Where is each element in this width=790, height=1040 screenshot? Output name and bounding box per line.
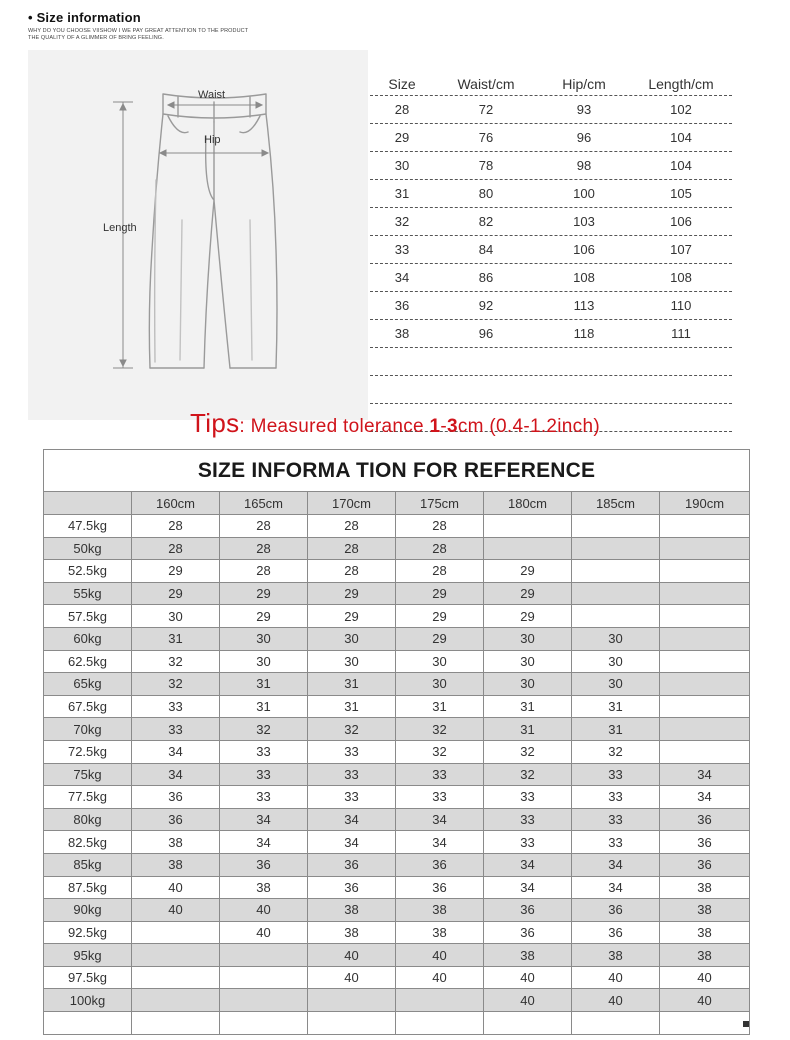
weight-cell: 87.5kg xyxy=(44,876,132,899)
size-cell: 31 xyxy=(132,627,220,650)
weight-cell: 82.5kg xyxy=(44,831,132,854)
weight-cell: 65kg xyxy=(44,673,132,696)
reference-row xyxy=(44,944,750,967)
size-cell: 30 xyxy=(132,605,220,628)
size-cell: 31 xyxy=(220,673,308,696)
size-cell xyxy=(220,966,308,989)
size-cell: 38 xyxy=(484,944,572,967)
size-cell: 34 xyxy=(396,808,484,831)
size-cell: 38 xyxy=(660,876,750,899)
size-cell: 40 xyxy=(660,966,750,989)
size-row xyxy=(370,180,732,208)
size-cell: 31 xyxy=(572,695,660,718)
size-cell: 29 xyxy=(132,582,220,605)
size-row xyxy=(370,320,732,348)
section-title: • Size information xyxy=(28,10,141,25)
size-cell: 34 xyxy=(308,831,396,854)
size-cell: 28 xyxy=(220,560,308,583)
corner-cell xyxy=(44,492,132,515)
size-cell: 34 xyxy=(396,831,484,854)
header-hip: Hip/cm xyxy=(562,76,606,92)
size-cell: 36 xyxy=(660,853,750,876)
size-cell xyxy=(132,944,220,967)
size-cell: 34 xyxy=(308,808,396,831)
size-row-empty xyxy=(370,348,732,376)
size-cell: 34 xyxy=(132,740,220,763)
size-cell-hip: 100 xyxy=(573,186,595,201)
size-cell: 28 xyxy=(396,537,484,560)
size-cell: 38 xyxy=(660,944,750,967)
size-cell xyxy=(660,1012,750,1035)
size-cell xyxy=(572,1012,660,1035)
size-cell: 40 xyxy=(660,989,750,1012)
section-subtitle-line1: WHY DO YOU CHOOSE VIISHOW I WE PAY GREAT ATTENTION TO THE PRODUCT xyxy=(28,28,249,34)
height-header: 165cm xyxy=(220,492,308,515)
size-cell: 34 xyxy=(572,853,660,876)
size-row xyxy=(370,96,732,124)
size-cell-hip: 108 xyxy=(573,270,595,285)
size-cell: 36 xyxy=(132,808,220,831)
weight-cell: 97.5kg xyxy=(44,966,132,989)
weight-cell: 60kg xyxy=(44,627,132,650)
reference-header-row xyxy=(44,492,750,515)
size-cell: 29 xyxy=(396,605,484,628)
reference-row xyxy=(44,740,750,763)
size-cell: 40 xyxy=(308,966,396,989)
size-cell: 33 xyxy=(484,786,572,809)
size-cell xyxy=(660,627,750,650)
size-cell-waist: 72 xyxy=(478,102,494,117)
size-cell: 33 xyxy=(220,740,308,763)
size-cell: 40 xyxy=(308,944,396,967)
size-cell-hip: 106 xyxy=(573,242,595,257)
size-cell: 40 xyxy=(396,966,484,989)
reference-row xyxy=(44,627,750,650)
size-cell: 33 xyxy=(572,786,660,809)
waist-label: Waist xyxy=(198,89,226,101)
size-cell: 33 xyxy=(132,718,220,741)
size-cell: 33 xyxy=(132,695,220,718)
size-cell-hip: 118 xyxy=(573,326,595,341)
weight-cell: 52.5kg xyxy=(44,560,132,583)
height-header: 175cm xyxy=(396,492,484,515)
size-cell: 32 xyxy=(396,718,484,741)
reference-row xyxy=(44,876,750,899)
tips-dash: - xyxy=(440,416,447,437)
size-cell: 36 xyxy=(308,876,396,899)
size-cell xyxy=(484,537,572,560)
size-cell xyxy=(308,1012,396,1035)
size-cell: 30 xyxy=(572,627,660,650)
weight-cell xyxy=(44,1012,132,1035)
size-cell: 30 xyxy=(572,673,660,696)
reference-row xyxy=(44,763,750,786)
size-row-empty xyxy=(370,376,732,404)
weight-cell: 62.5kg xyxy=(44,650,132,673)
size-cell: 30 xyxy=(484,650,572,673)
size-cell-waist: 96 xyxy=(478,326,494,341)
size-cell: 29 xyxy=(132,560,220,583)
size-cell: 34 xyxy=(572,876,660,899)
size-cell: 28 xyxy=(132,515,220,538)
size-cell xyxy=(660,515,750,538)
pants-diagram xyxy=(28,50,358,420)
size-cell-waist: 92 xyxy=(478,298,494,313)
size-cell-size: 33 xyxy=(394,242,410,257)
size-cell-waist: 78 xyxy=(478,158,494,173)
size-cell: 38 xyxy=(308,921,396,944)
size-cell xyxy=(660,582,750,605)
size-cell: 30 xyxy=(220,627,308,650)
size-cell-waist: 84 xyxy=(478,242,494,257)
size-cell-size: 32 xyxy=(394,214,410,229)
size-cell xyxy=(484,515,572,538)
size-cell: 31 xyxy=(308,673,396,696)
size-cell: 32 xyxy=(132,673,220,696)
height-header: 185cm xyxy=(572,492,660,515)
size-cell-waist: 86 xyxy=(478,270,494,285)
size-cell xyxy=(660,718,750,741)
size-cell: 33 xyxy=(396,786,484,809)
header-length: Length/cm xyxy=(648,76,714,92)
size-cell: 36 xyxy=(660,831,750,854)
size-cell: 30 xyxy=(396,650,484,673)
size-row xyxy=(370,292,732,320)
size-cell xyxy=(308,989,396,1012)
size-cell: 34 xyxy=(132,763,220,786)
size-cell-length: 104 xyxy=(670,130,692,145)
size-cell: 29 xyxy=(484,560,572,583)
size-row xyxy=(370,124,732,152)
size-cell-size: 30 xyxy=(394,158,410,173)
size-cell xyxy=(660,740,750,763)
size-cell xyxy=(660,650,750,673)
size-cell: 28 xyxy=(308,515,396,538)
size-cell: 29 xyxy=(220,582,308,605)
size-cell: 38 xyxy=(660,899,750,922)
size-cell: 32 xyxy=(572,740,660,763)
weight-cell: 55kg xyxy=(44,582,132,605)
size-cell xyxy=(572,582,660,605)
size-cell-size: 28 xyxy=(394,102,410,117)
size-cell: 34 xyxy=(220,808,308,831)
size-cell: 30 xyxy=(572,650,660,673)
reference-title: SIZE INFORMA TION FOR REFERENCE xyxy=(44,450,750,492)
size-cell xyxy=(660,560,750,583)
size-cell: 31 xyxy=(396,695,484,718)
weight-cell: 47.5kg xyxy=(44,515,132,538)
reference-row xyxy=(44,515,750,538)
size-cell: 40 xyxy=(572,989,660,1012)
size-cell: 33 xyxy=(396,763,484,786)
size-cell xyxy=(132,966,220,989)
size-cell: 28 xyxy=(220,537,308,560)
weight-cell: 67.5kg xyxy=(44,695,132,718)
size-cell: 32 xyxy=(220,718,308,741)
size-cell xyxy=(220,944,308,967)
size-cell: 33 xyxy=(220,786,308,809)
size-cell: 38 xyxy=(572,944,660,967)
size-cell-size: 29 xyxy=(394,130,410,145)
size-cell: 36 xyxy=(132,786,220,809)
size-cell: 40 xyxy=(220,921,308,944)
header-size: Size xyxy=(388,76,416,92)
weight-cell: 85kg xyxy=(44,853,132,876)
size-cell: 31 xyxy=(572,718,660,741)
height-header: 180cm xyxy=(484,492,572,515)
size-cell-size: 31 xyxy=(394,186,410,201)
weight-cell: 100kg xyxy=(44,989,132,1012)
size-cell: 30 xyxy=(484,673,572,696)
reference-row xyxy=(44,966,750,989)
size-cell-size: 34 xyxy=(394,270,410,285)
size-row xyxy=(370,152,732,180)
tolerance-tip xyxy=(0,408,790,439)
size-cell: 29 xyxy=(308,582,396,605)
size-cell: 28 xyxy=(220,515,308,538)
size-cell: 34 xyxy=(484,853,572,876)
size-cell: 32 xyxy=(484,740,572,763)
size-cell: 33 xyxy=(572,763,660,786)
size-cell xyxy=(396,989,484,1012)
size-cell: 29 xyxy=(220,605,308,628)
tips-text-b: cm (0.4-1.2inch) xyxy=(457,416,600,437)
size-cell-size: 36 xyxy=(394,298,410,313)
size-cell: 32 xyxy=(396,740,484,763)
size-cell-waist: 80 xyxy=(478,186,494,201)
size-cell xyxy=(484,1012,572,1035)
size-cell-length: 111 xyxy=(671,326,691,341)
size-table-header xyxy=(370,70,732,96)
size-cell: 36 xyxy=(308,853,396,876)
size-cell-length: 105 xyxy=(670,186,692,201)
weight-cell: 90kg xyxy=(44,899,132,922)
reference-row xyxy=(44,695,750,718)
size-cell: 38 xyxy=(132,831,220,854)
weight-cell: 72.5kg xyxy=(44,740,132,763)
size-cell-hip: 96 xyxy=(576,130,592,145)
tips-bold-a: 1 xyxy=(429,416,441,437)
size-cell: 36 xyxy=(484,899,572,922)
weight-cell: 80kg xyxy=(44,808,132,831)
size-cell: 36 xyxy=(572,899,660,922)
size-cell: 30 xyxy=(220,650,308,673)
size-row xyxy=(370,264,732,292)
size-cell xyxy=(572,605,660,628)
size-cell: 32 xyxy=(308,718,396,741)
size-cell: 34 xyxy=(660,763,750,786)
size-cell xyxy=(132,989,220,1012)
hip-label: Hip xyxy=(204,134,221,146)
size-table xyxy=(370,70,732,432)
size-cell xyxy=(660,537,750,560)
length-label: Length xyxy=(103,222,137,234)
size-cell-waist: 82 xyxy=(478,214,494,229)
reference-row xyxy=(44,853,750,876)
size-cell: 33 xyxy=(308,786,396,809)
size-cell: 40 xyxy=(484,966,572,989)
weight-cell: 77.5kg xyxy=(44,786,132,809)
pants-outline-icon xyxy=(28,50,358,420)
reference-row xyxy=(44,1012,750,1035)
reference-row xyxy=(44,989,750,1012)
size-cell-length: 104 xyxy=(670,158,692,173)
size-cell: 38 xyxy=(308,899,396,922)
size-cell: 28 xyxy=(132,537,220,560)
size-cell xyxy=(220,1012,308,1035)
size-cell: 40 xyxy=(572,966,660,989)
size-cell xyxy=(660,605,750,628)
section-header xyxy=(28,10,248,42)
size-cell: 38 xyxy=(132,853,220,876)
size-cell: 28 xyxy=(308,537,396,560)
weight-cell: 70kg xyxy=(44,718,132,741)
table-corner-mark xyxy=(743,1021,749,1027)
size-cell-length: 108 xyxy=(670,270,692,285)
reference-row xyxy=(44,831,750,854)
weight-cell: 50kg xyxy=(44,537,132,560)
size-cell: 40 xyxy=(132,899,220,922)
reference-row xyxy=(44,605,750,628)
size-cell-hip: 93 xyxy=(576,102,592,117)
weight-cell: 57.5kg xyxy=(44,605,132,628)
size-cell: 36 xyxy=(484,921,572,944)
reference-row xyxy=(44,537,750,560)
size-cell xyxy=(132,921,220,944)
size-row xyxy=(370,236,732,264)
size-cell: 40 xyxy=(484,989,572,1012)
size-cell: 33 xyxy=(308,763,396,786)
size-cell: 40 xyxy=(396,944,484,967)
size-cell: 33 xyxy=(308,740,396,763)
reference-row xyxy=(44,650,750,673)
size-row xyxy=(370,208,732,236)
size-cell: 40 xyxy=(220,899,308,922)
size-cell-hip: 103 xyxy=(573,214,595,229)
size-cell: 33 xyxy=(484,831,572,854)
size-cell-waist: 76 xyxy=(478,130,494,145)
size-cell-hip: 98 xyxy=(576,158,592,173)
size-cell: 34 xyxy=(484,876,572,899)
size-cell: 38 xyxy=(220,876,308,899)
size-cell: 31 xyxy=(484,718,572,741)
size-cell: 28 xyxy=(396,560,484,583)
size-cell xyxy=(660,673,750,696)
height-header: 160cm xyxy=(132,492,220,515)
size-cell-hip: 113 xyxy=(573,298,595,313)
size-cell: 33 xyxy=(572,831,660,854)
height-header: 190cm xyxy=(660,492,750,515)
header-waist: Waist/cm xyxy=(457,76,515,92)
reference-row xyxy=(44,560,750,583)
size-cell: 36 xyxy=(396,876,484,899)
size-cell: 28 xyxy=(396,515,484,538)
size-cell: 38 xyxy=(660,921,750,944)
size-cell: 32 xyxy=(484,763,572,786)
size-cell xyxy=(396,1012,484,1035)
size-cell xyxy=(572,537,660,560)
weight-cell: 75kg xyxy=(44,763,132,786)
reference-row xyxy=(44,808,750,831)
reference-row xyxy=(44,921,750,944)
size-cell: 33 xyxy=(484,808,572,831)
section-subtitle-line2: THE QUALITY OF A GLIMMER OF BRING FEELING. xyxy=(28,35,164,41)
size-cell: 31 xyxy=(484,695,572,718)
size-cell-length: 102 xyxy=(670,102,692,117)
size-cell: 28 xyxy=(308,560,396,583)
size-cell xyxy=(132,1012,220,1035)
size-cell-length: 107 xyxy=(670,242,692,257)
tips-bold-b: 3 xyxy=(447,416,458,437)
size-cell: 32 xyxy=(132,650,220,673)
reference-row xyxy=(44,899,750,922)
size-cell: 40 xyxy=(132,876,220,899)
size-cell xyxy=(220,989,308,1012)
size-cell: 36 xyxy=(220,853,308,876)
size-cell: 30 xyxy=(484,627,572,650)
size-cell: 36 xyxy=(396,853,484,876)
reference-table xyxy=(43,449,750,1035)
size-cell-length: 106 xyxy=(670,214,692,229)
reference-row xyxy=(44,786,750,809)
weight-cell: 92.5kg xyxy=(44,921,132,944)
size-cell: 36 xyxy=(660,808,750,831)
reference-row xyxy=(44,673,750,696)
size-cell: 29 xyxy=(396,627,484,650)
size-cell: 29 xyxy=(484,605,572,628)
size-cell: 33 xyxy=(572,808,660,831)
size-cell-size: 38 xyxy=(394,326,410,341)
size-cell: 29 xyxy=(308,605,396,628)
size-cell: 30 xyxy=(396,673,484,696)
size-cell: 38 xyxy=(396,921,484,944)
tips-label: Tips xyxy=(190,408,240,438)
size-cell: 33 xyxy=(220,763,308,786)
reference-row xyxy=(44,582,750,605)
size-cell-length: 110 xyxy=(670,298,692,313)
tips-text-a: : Measured tolerance xyxy=(239,416,430,437)
size-cell: 30 xyxy=(308,650,396,673)
height-header: 170cm xyxy=(308,492,396,515)
weight-cell: 95kg xyxy=(44,944,132,967)
size-cell: 38 xyxy=(396,899,484,922)
reference-title-row xyxy=(44,450,750,492)
size-cell xyxy=(572,515,660,538)
size-cell xyxy=(572,560,660,583)
size-cell: 34 xyxy=(220,831,308,854)
reference-row xyxy=(44,718,750,741)
size-cell: 29 xyxy=(484,582,572,605)
size-cell: 29 xyxy=(396,582,484,605)
size-cell xyxy=(660,695,750,718)
size-cell: 36 xyxy=(572,921,660,944)
size-cell: 31 xyxy=(220,695,308,718)
size-cell: 31 xyxy=(308,695,396,718)
size-cell: 34 xyxy=(660,786,750,809)
size-cell: 30 xyxy=(308,627,396,650)
